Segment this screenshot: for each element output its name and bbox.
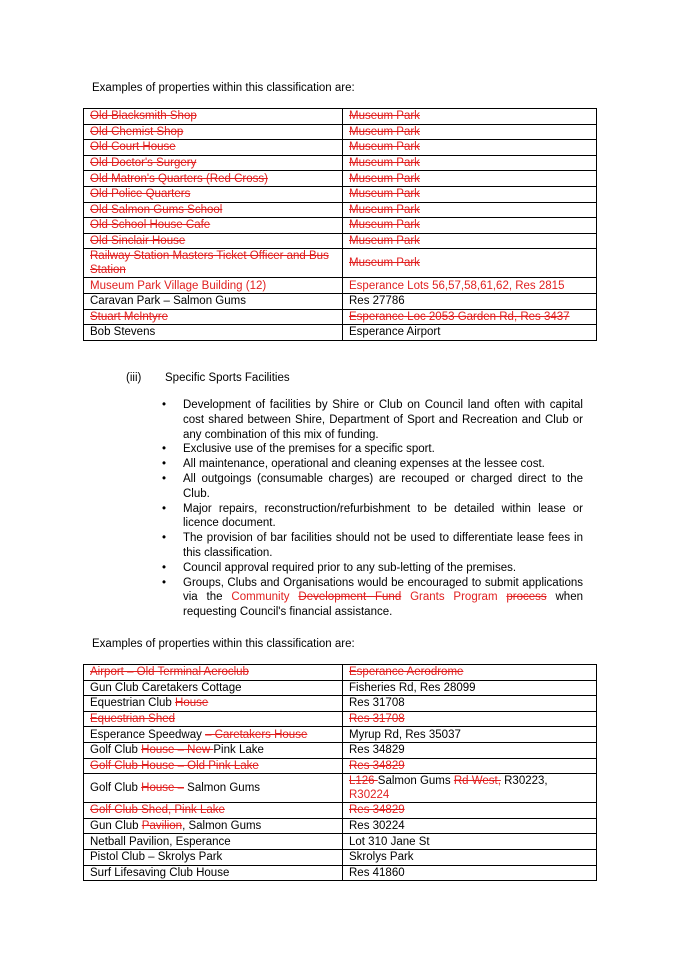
- inserted-text: Grants Program: [401, 591, 507, 604]
- text-run: Development of facilities by Shire or Club on Council land often with capital cost shared between Shire, Department of Sport and Recreation and Club or any combination of this mix of funding.: [183, 399, 583, 441]
- table-row: [84, 865, 597, 881]
- property-location-cell: [343, 186, 597, 202]
- property-name-cell: [84, 293, 343, 309]
- property-location-cell: [343, 155, 597, 171]
- property-name-cell: [84, 818, 343, 834]
- text-run: Salmon Gums: [183, 782, 261, 795]
- text-run: Fisheries Rd, Res 28099: [349, 681, 476, 694]
- text-run: Bob Stevens: [90, 326, 156, 339]
- property-location-cell: [343, 124, 597, 140]
- text-run: Exclusive use of the premises for a specific sport.: [183, 443, 435, 456]
- deleted-text: – Caretakers House: [205, 728, 308, 741]
- inserted-text: Esperance Lots 56,57,58,61,62, Res 2815: [349, 279, 565, 292]
- list-item: [162, 502, 583, 532]
- property-name-cell: [84, 711, 343, 727]
- list-item: [162, 531, 583, 561]
- deleted-text: Museum Park: [349, 203, 420, 216]
- table-row: [84, 249, 597, 278]
- text-run: Golf Club: [90, 744, 142, 757]
- property-location-cell: [343, 834, 597, 850]
- deleted-text: Old Blacksmith Shop: [90, 110, 197, 123]
- deleted-text: Museum Park: [349, 125, 420, 138]
- deleted-text: Esperance Aerodrome: [349, 666, 464, 679]
- table-row: [84, 155, 597, 171]
- text-run: Gun Club: [90, 820, 142, 833]
- table-row: [84, 696, 597, 712]
- text-run: Caravan Park – Salmon Gums: [90, 295, 246, 308]
- property-name-cell: [84, 171, 343, 187]
- property-location-cell: [343, 696, 597, 712]
- text-run: R30223,: [500, 775, 548, 788]
- property-name-cell: [84, 124, 343, 140]
- table-row: [84, 171, 597, 187]
- property-name-cell: [84, 774, 343, 803]
- property-name-cell: [84, 155, 343, 171]
- table-row: [84, 325, 597, 341]
- text-run: Res 30224: [349, 820, 405, 833]
- property-location-cell: [343, 325, 597, 341]
- property-location-cell: [343, 818, 597, 834]
- deleted-text: House – New: [141, 744, 214, 757]
- property-name-cell: [84, 803, 343, 819]
- property-name-cell: [84, 109, 343, 125]
- deleted-text: Museum Park: [349, 110, 420, 123]
- deleted-text: Stuart McIntyre: [90, 310, 168, 323]
- table-row: [84, 758, 597, 774]
- deleted-text: Old Doctor's Surgery: [90, 157, 197, 170]
- deleted-text: Development Fund: [298, 591, 402, 604]
- property-name-cell: [84, 309, 343, 325]
- deleted-text: Airport – Old Terminal Aeroclub: [90, 666, 249, 679]
- property-location-cell: [343, 202, 597, 218]
- property-name-cell: [84, 249, 343, 278]
- deleted-text: Museum Park: [349, 157, 420, 170]
- deleted-text: Museum Park: [349, 219, 420, 232]
- table-row: [84, 834, 597, 850]
- text-run: Res 27786: [349, 295, 405, 308]
- section-number: (iii): [126, 372, 142, 384]
- deleted-text: Museum Park: [349, 141, 420, 154]
- intro-text-1: Examples of properties within this classification are:: [92, 82, 355, 94]
- properties-table-1: [83, 108, 597, 341]
- property-location-cell: [343, 171, 597, 187]
- text-run: Res 41860: [349, 866, 405, 879]
- property-location-cell: [343, 309, 597, 325]
- deleted-text: House –: [141, 782, 184, 795]
- intro-text-2: Examples of properties within this classification are:: [92, 638, 355, 650]
- facility-conditions-list: [162, 398, 583, 620]
- deleted-text: Old Salmon Gums School: [90, 203, 223, 216]
- deleted-text: Rd West,: [453, 775, 501, 788]
- deleted-text: Old Police Quarters: [90, 188, 191, 201]
- table-row: [84, 818, 597, 834]
- text-run: Lot 310 Jane St: [349, 835, 430, 848]
- inserted-text: R30224: [349, 789, 390, 802]
- deleted-text: process: [506, 591, 547, 604]
- deleted-text: Old Matron's Quarters (Red Cross): [90, 172, 268, 185]
- deleted-text: Museum Park: [349, 172, 420, 185]
- property-name-cell: [84, 758, 343, 774]
- property-name-cell: [84, 696, 343, 712]
- property-name-cell: [84, 218, 343, 234]
- text-run: Netball Pavilion, Esperance: [90, 835, 231, 848]
- property-name-cell: [84, 186, 343, 202]
- property-location-cell: [343, 665, 597, 681]
- text-run: Groups, Clubs and Organisations would be encouraged to submit applications via the: [183, 576, 583, 604]
- property-name-cell: [84, 865, 343, 881]
- table-row: [84, 742, 597, 758]
- inserted-text: Museum Park Village Building (12): [90, 279, 267, 292]
- list-item: [162, 561, 583, 576]
- property-location-cell: [343, 233, 597, 249]
- property-location-cell: [343, 742, 597, 758]
- text-run: Pink Lake: [213, 744, 264, 757]
- list-item: [162, 472, 583, 502]
- property-name-cell: [84, 849, 343, 865]
- table-row: [84, 711, 597, 727]
- property-location-cell: [343, 218, 597, 234]
- deleted-text: Res 31708: [349, 713, 405, 726]
- list-item: [162, 457, 583, 472]
- deleted-text: L126: [349, 775, 378, 788]
- text-run: All maintenance, operational and cleaning expenses at the lessee cost.: [183, 458, 545, 471]
- property-name-cell: [84, 727, 343, 743]
- table-row: [84, 124, 597, 140]
- property-name-cell: [84, 278, 343, 294]
- text-run: Golf Club: [90, 782, 142, 795]
- table-row: [84, 849, 597, 865]
- deleted-text: Old Chemist Shop: [90, 125, 184, 138]
- property-location-cell: [343, 711, 597, 727]
- text-run: Equestrian Club: [90, 697, 176, 710]
- table-row: [84, 803, 597, 819]
- section-title: Specific Sports Facilities: [165, 372, 290, 384]
- text-run: All outgoings (consumable charges) are recouped or charged direct to the Club.: [183, 472, 583, 500]
- text-run: Res 31708: [349, 697, 405, 710]
- property-location-cell: [343, 140, 597, 156]
- property-location-cell: [343, 278, 597, 294]
- table-row: [84, 202, 597, 218]
- properties-table-2: [83, 664, 597, 881]
- property-name-cell: [84, 742, 343, 758]
- deleted-text: Old Sinclair House: [90, 235, 186, 248]
- property-name-cell: [84, 680, 343, 696]
- deleted-text: Res 34829: [349, 804, 405, 817]
- text-run: Esperance Airport: [349, 326, 441, 339]
- table-row: [84, 774, 597, 803]
- list-item: [162, 576, 583, 620]
- deleted-text: Museum Park: [349, 235, 420, 248]
- property-location-cell: [343, 109, 597, 125]
- property-location-cell: [343, 865, 597, 881]
- property-name-cell: [84, 325, 343, 341]
- table-row: [84, 665, 597, 681]
- deleted-text: Museum Park: [349, 188, 420, 201]
- table-row: [84, 293, 597, 309]
- deleted-text: Esperance Loc 2053 Garden Rd, Res 3437: [349, 310, 570, 323]
- deleted-text: Res 34829: [349, 759, 405, 772]
- property-location-cell: [343, 758, 597, 774]
- text-run: when requesting Council's financial assistance.: [183, 591, 583, 619]
- property-location-cell: [343, 727, 597, 743]
- property-name-cell: [84, 202, 343, 218]
- property-name-cell: [84, 665, 343, 681]
- table-row: [84, 186, 597, 202]
- table-row: [84, 727, 597, 743]
- deleted-text: House: [175, 697, 209, 710]
- table-row: [84, 309, 597, 325]
- inserted-text: Community: [231, 591, 299, 604]
- deleted-text: Museum Park: [349, 257, 420, 270]
- property-name-cell: [84, 834, 343, 850]
- deleted-text: Golf Club House – Old Pink Lake: [90, 759, 259, 772]
- table-row: [84, 680, 597, 696]
- text-run: Surf Lifesaving Club House: [90, 866, 230, 879]
- text-run: The provision of bar facilities should not be used to differentiate lease fees in this classification.: [183, 532, 583, 559]
- property-name-cell: [84, 140, 343, 156]
- property-location-cell: [343, 803, 597, 819]
- property-location-cell: [343, 293, 597, 309]
- text-run: Major repairs, reconstruction/refurbishment to be detailed within lease or licence document.: [183, 502, 583, 530]
- table-row: [84, 140, 597, 156]
- text-run: Gun Club Caretakers Cottage: [90, 681, 242, 694]
- text-run: Esperance Speedway: [90, 728, 206, 741]
- deleted-text: Equestrian Shed: [90, 713, 176, 726]
- property-location-cell: [343, 680, 597, 696]
- deleted-text: Golf Club Shed, Pink Lake: [90, 804, 225, 817]
- list-item: [162, 398, 583, 442]
- text-run: , Salmon Gums: [182, 820, 262, 833]
- deleted-text: Old School House Cafe: [90, 219, 211, 232]
- table-row: [84, 109, 597, 125]
- text-run: Pistol Club – Skrolys Park: [90, 851, 223, 864]
- property-location-cell: [343, 249, 597, 278]
- text-run: Council approval required prior to any sub-letting of the premises.: [183, 561, 517, 574]
- deleted-text: Pavilion: [141, 820, 183, 833]
- table-row: [84, 218, 597, 234]
- text-run: Skrolys Park: [349, 851, 414, 864]
- text-run: Myrup Rd, Res 35037: [349, 728, 461, 741]
- deleted-text: Railway Station Masters Ticket Officer and Bus Station: [90, 250, 329, 277]
- table-row: [84, 278, 597, 294]
- list-item: [162, 442, 583, 457]
- property-location-cell: [343, 849, 597, 865]
- text-run: Salmon Gums: [377, 775, 454, 788]
- deleted-text: Old Court House: [90, 141, 176, 154]
- property-name-cell: [84, 233, 343, 249]
- table-row: [84, 233, 597, 249]
- text-run: Res 34829: [349, 744, 405, 757]
- property-location-cell: [343, 774, 597, 803]
